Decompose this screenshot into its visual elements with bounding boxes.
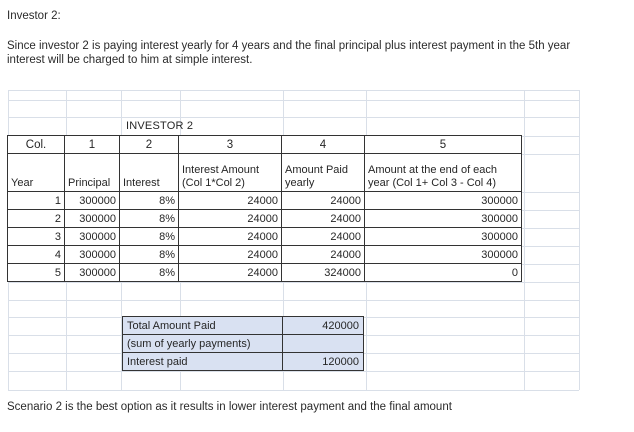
cell-year[interactable]: 5 <box>8 264 65 282</box>
cell-year[interactable]: 1 <box>8 192 65 210</box>
table-row-year3 <box>8 228 522 246</box>
gridline <box>8 90 579 91</box>
cell-interest-amount[interactable]: 24000 <box>179 210 282 228</box>
closing-note[interactable]: Scenario 2 is the best option as it results in lower interest payment and the final amount <box>7 401 452 413</box>
summary-row-interest-paid <box>123 353 364 371</box>
cell-amount-paid[interactable]: 24000 <box>282 228 365 246</box>
summary-row-total-paid <box>123 317 364 335</box>
cell-amount-end[interactable]: 300000 <box>365 246 522 264</box>
summary-value-interest-paid[interactable]: 120000 <box>283 353 364 371</box>
gridline <box>8 300 579 301</box>
col-number-row <box>8 136 522 154</box>
header-interest-amount[interactable]: Interest Amount (Col 1*Col 2) <box>179 154 282 192</box>
cell-amount-end[interactable]: 300000 <box>365 210 522 228</box>
table-row-year2 <box>8 210 522 228</box>
table-row-year4 <box>8 246 522 264</box>
cell-col-5[interactable]: 5 <box>365 136 522 154</box>
gridline <box>8 390 579 391</box>
header-principal[interactable]: Principal <box>65 154 120 192</box>
gridline <box>524 90 525 390</box>
summary-label-interest-paid[interactable]: Interest paid <box>123 353 283 371</box>
header-amount-end[interactable]: Amount at the end of each year (Col 1+ Col 3 - Col 4) <box>365 154 522 192</box>
sheet-title[interactable]: INVESTOR 2 <box>126 120 194 132</box>
intro-title[interactable]: Investor 2: <box>7 10 61 22</box>
cell-principal[interactable]: 300000 <box>65 264 120 282</box>
gridline <box>8 371 579 372</box>
cell-interest[interactable]: 8% <box>120 246 179 264</box>
cell-amount-end[interactable]: 300000 <box>365 192 522 210</box>
cell-col-2[interactable]: 2 <box>120 136 179 154</box>
cell-interest[interactable]: 8% <box>120 192 179 210</box>
cell-principal[interactable]: 300000 <box>65 192 120 210</box>
summary-row-sum-note <box>123 335 364 353</box>
cell-year[interactable]: 2 <box>8 210 65 228</box>
cell-amount-end[interactable]: 0 <box>365 264 522 282</box>
gridline <box>8 117 579 118</box>
cell-amount-paid[interactable]: 24000 <box>282 246 365 264</box>
cell-interest-amount[interactable]: 24000 <box>179 192 282 210</box>
gridline <box>579 90 580 390</box>
header-amount-paid[interactable]: Amount Paid yearly <box>282 154 365 192</box>
cell-col-1[interactable]: 1 <box>65 136 120 154</box>
cell-col-label[interactable]: Col. <box>8 136 65 154</box>
gridline <box>8 282 579 283</box>
cell-amount-paid[interactable]: 324000 <box>282 264 365 282</box>
cell-interest[interactable]: 8% <box>120 228 179 246</box>
gridline <box>8 100 579 101</box>
cell-amount-end[interactable]: 300000 <box>365 228 522 246</box>
summary-value-sum-note[interactable] <box>283 335 364 353</box>
cell-col-4[interactable]: 4 <box>282 136 365 154</box>
summary-value-total-paid[interactable]: 420000 <box>283 317 364 335</box>
cell-interest[interactable]: 8% <box>120 264 179 282</box>
summary-box <box>122 316 364 371</box>
cell-principal[interactable]: 300000 <box>65 228 120 246</box>
cell-amount-paid[interactable]: 24000 <box>282 210 365 228</box>
header-interest[interactable]: Interest <box>120 154 179 192</box>
cell-year[interactable]: 4 <box>8 246 65 264</box>
cell-amount-paid[interactable]: 24000 <box>282 192 365 210</box>
cell-col-3[interactable]: 3 <box>179 136 282 154</box>
investor2-table <box>7 135 522 282</box>
cell-interest-amount[interactable]: 24000 <box>179 264 282 282</box>
summary-label-total-paid[interactable]: Total Amount Paid <box>123 317 283 335</box>
table-row-year1 <box>8 192 522 210</box>
cell-interest-amount[interactable]: 24000 <box>179 246 282 264</box>
cell-interest[interactable]: 8% <box>120 210 179 228</box>
cell-principal[interactable]: 300000 <box>65 210 120 228</box>
field-header-row <box>8 154 522 192</box>
table-row-year5 <box>8 264 522 282</box>
intro-paragraph[interactable]: Since investor 2 is paying interest yearly for 4 years and the final principal plus interest payment in the 5th year interest will be charged to him at simple interest. <box>7 40 571 66</box>
cell-principal[interactable]: 300000 <box>65 246 120 264</box>
header-year[interactable]: Year <box>8 154 65 192</box>
cell-interest-amount[interactable]: 24000 <box>179 228 282 246</box>
summary-label-sum-note[interactable]: (sum of yearly payments) <box>123 335 283 353</box>
cell-year[interactable]: 3 <box>8 228 65 246</box>
